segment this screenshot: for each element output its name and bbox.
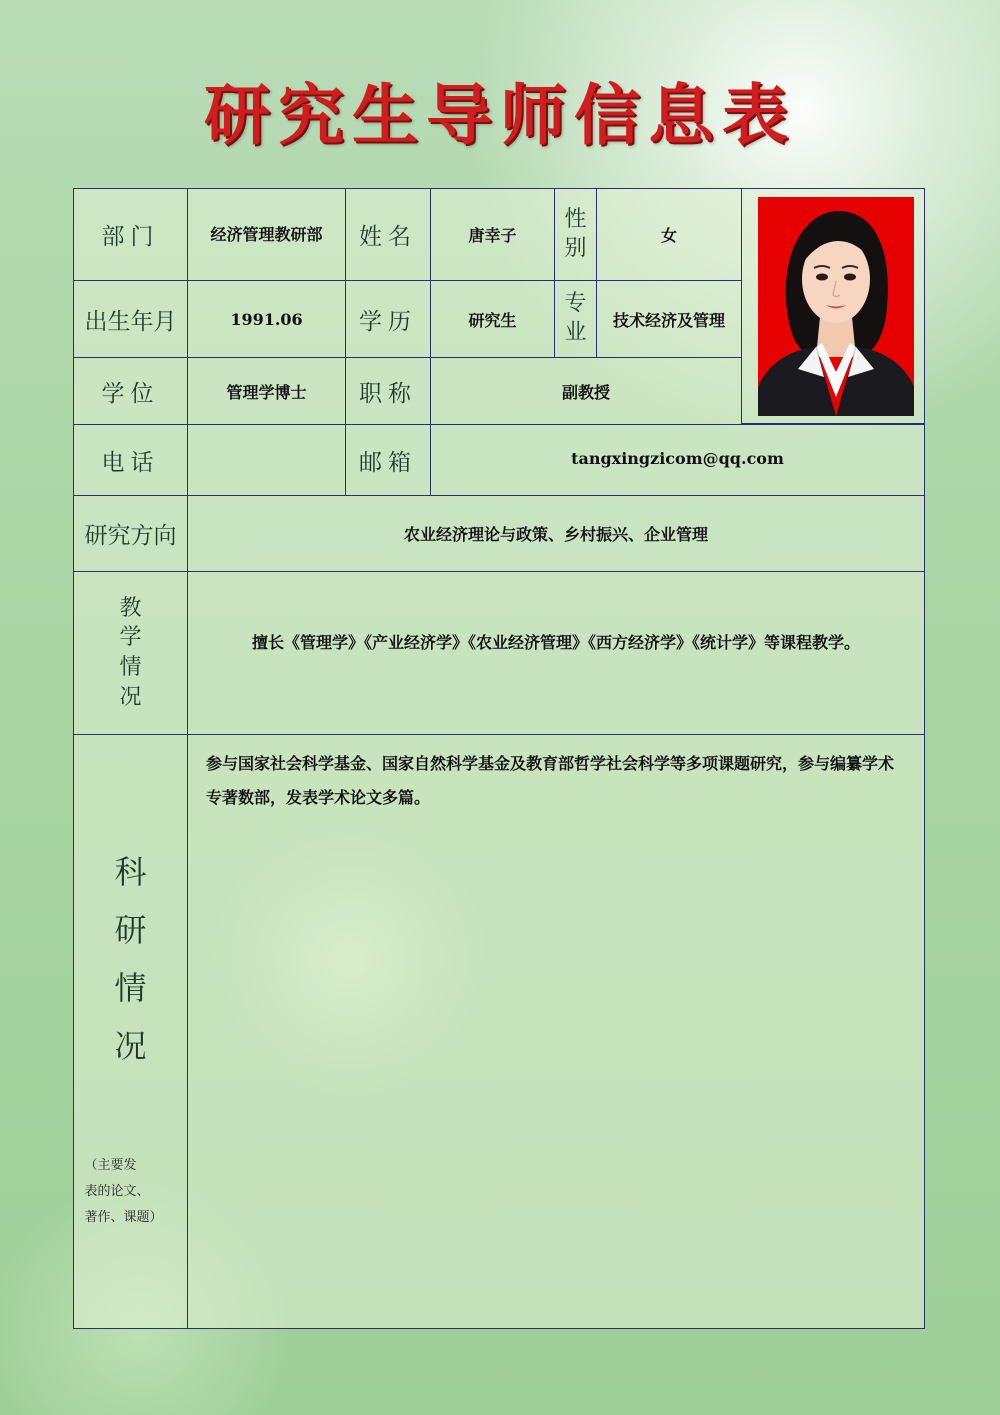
phone-value <box>187 424 346 496</box>
major-label-char-2: 业 <box>564 320 587 345</box>
birth-value: 1991.06 <box>187 280 346 358</box>
gender-label-char-1: 性 <box>564 206 587 232</box>
research-direction-value: 农业经济理论与政策、乡村振兴、企业管理 <box>187 495 925 572</box>
teaching-label-char-4: 况 <box>119 684 142 710</box>
department-label: 部门 <box>73 188 188 281</box>
title-label: 职称 <box>345 357 431 425</box>
gender-label-char-2: 别 <box>564 235 587 261</box>
research-note-line-3: 著作、课题） <box>84 1210 163 1225</box>
teaching-label-char-2: 学 <box>119 625 142 651</box>
research-label-char-1: 科 <box>114 853 147 891</box>
portrait-photo <box>758 197 914 416</box>
gender-label <box>554 188 597 281</box>
major-value: 技术经济及管理 <box>596 280 742 358</box>
research-note-line-1: （主要发 <box>84 1158 137 1173</box>
department-value: 经济管理教研部 <box>187 188 346 281</box>
email-label: 邮箱 <box>345 424 431 496</box>
research-label-char-2: 研 <box>114 911 147 949</box>
email-value: tangxingzicom@qq.com <box>430 424 925 496</box>
research-value: 参与国家社会科学基金、国家自然科学基金及教育部哲学社会科学等多项课题研究，参与编纂学术专著数部，发表学术论文多篇。 <box>206 754 895 807</box>
name-value: 唐幸子 <box>430 188 555 281</box>
research-label-char-3: 情 <box>114 969 147 1007</box>
research-direction-label: 研究方向 <box>73 495 188 572</box>
degree-label: 学位 <box>73 357 188 425</box>
teaching-label-char-3: 情 <box>119 655 142 680</box>
page-title: 研究生导师信息表 <box>204 76 796 154</box>
birth-label: 出生年月 <box>73 280 188 358</box>
degree-value: 管理学博士 <box>187 357 346 425</box>
education-value: 研究生 <box>430 280 555 358</box>
teaching-label <box>73 571 188 735</box>
teaching-value: 擅长《管理学》《产业经济学》《农业经济管理》《西方经济学》《统计学》等课程教学。 <box>187 571 925 735</box>
title-value: 副教授 <box>430 357 742 425</box>
phone-label: 电话 <box>73 424 188 496</box>
major-label-char-1: 专 <box>564 291 587 317</box>
name-label: 姓名 <box>345 188 431 281</box>
education-label: 学历 <box>345 280 431 358</box>
research-label <box>73 734 188 1329</box>
major-label <box>554 280 597 358</box>
research-label-char-4: 况 <box>114 1027 147 1065</box>
teaching-label-char-1: 教 <box>119 595 142 621</box>
research-value-box <box>187 734 925 1329</box>
research-note-line-2: 表的论文、 <box>84 1184 150 1199</box>
gender-value: 女 <box>596 188 742 281</box>
